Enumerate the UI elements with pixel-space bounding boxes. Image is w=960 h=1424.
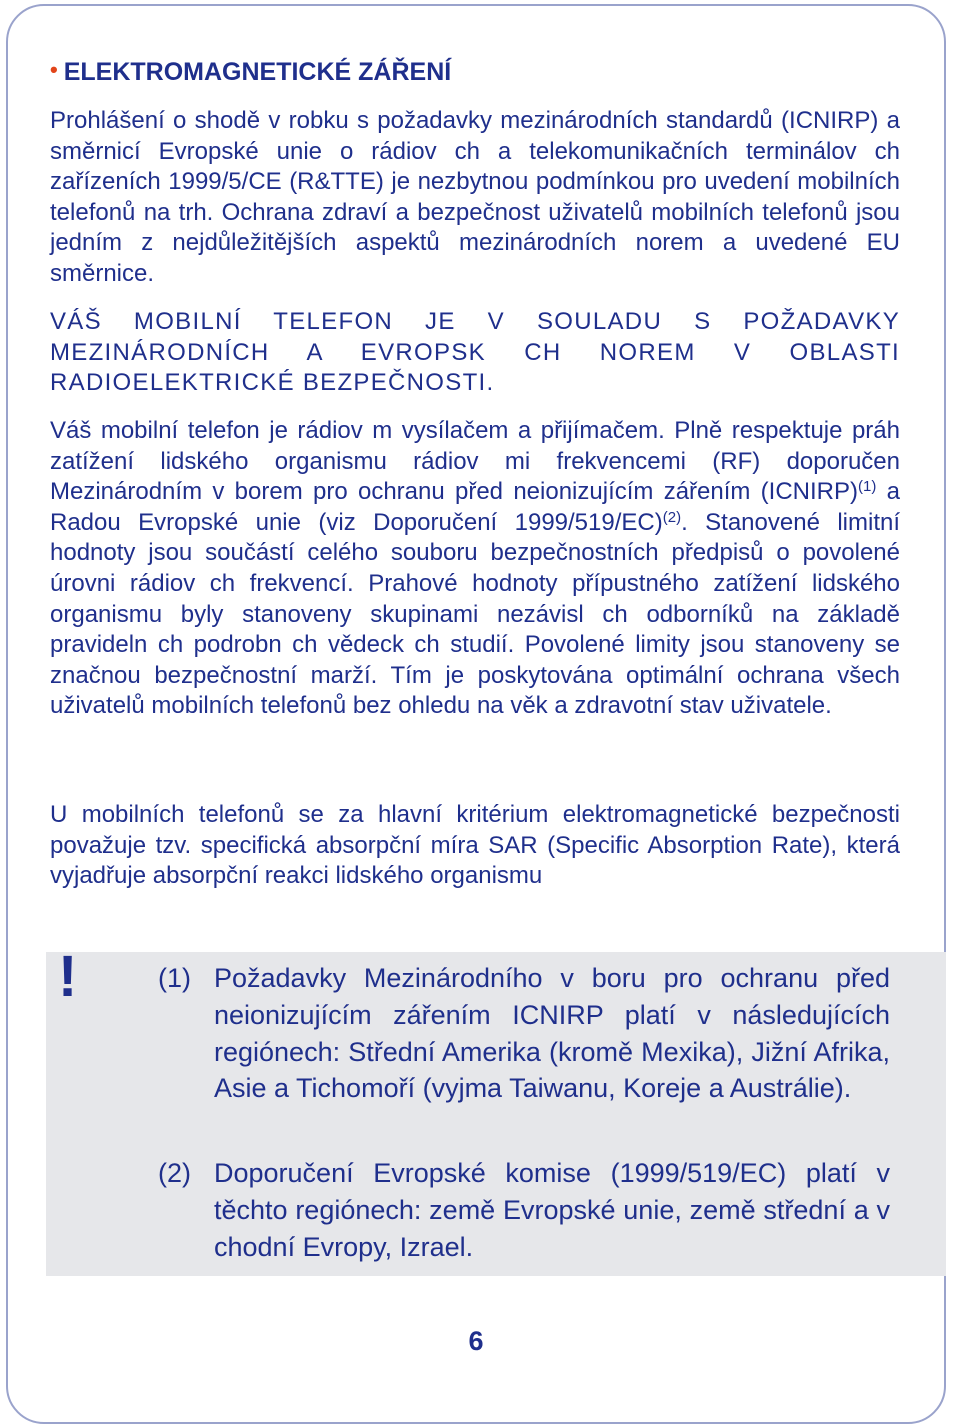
- footnote-1-number: (1): [158, 963, 191, 993]
- paragraph-rf-limits-part-a: Váš mobilní telefon je rádiov m vysílačem a přijímačem. Plně respektuje práh zatížení lidského organismu rádiov mi frekvencemi (RF) doporučen Mezinárodním v borem pro ochranu před neionizujícím zářením (ICNIRP): [50, 417, 900, 506]
- footnote-1-text: Požadavky Mezinárodního v boru pro ochranu před neionizujícím zářením ICNIRP platí v následujících regiónech: Střední Amerika (kromě Mexika), Jižní Afrika, Asie a Tichomoří (vyjma Taiwanu, Koreje a Austrálie).: [214, 963, 890, 1104]
- footnote-2-number: (2): [158, 1158, 191, 1188]
- footnote-1: [158, 960, 890, 1107]
- paragraph-conformity: Prohlášení o shodě v robku s požadavky mezinárodních standardů (ICNIRP) a směrnicí Evropské unie o rádiov ch a telekomunikačních terminálov ch zařízeních 1999/5/CE (R&TTE) je nezbytnou podmínkou pro uvedení mobilních telefonů na trh. Ochrana zdraví a bezpečnost uživatelů mobilních telefonů jsou jedním z nejdůležitějších aspektů mezinárodních norem a uvedené EU směrnice.: [50, 107, 900, 287]
- paragraph-compliance-statement: VÁŠ MOBILNÍ TELEFON JE V SOULADU S POŽADAVKY MEZINÁRODNÍCH A EVROPSK CH NOREM V OBLASTI RADIOELEKTRICKÉ BEZPEČNOSTI.: [50, 308, 900, 397]
- heading-bullet: •: [50, 57, 58, 82]
- paragraph-sar: U mobilních telefonů se za hlavní kritérium elektromagnetické bezpečnosti považuje tzv. specifická absorpční míra SAR (Specific Absorption Rate), která vyjadřuje absorpční reakci lidského organismu: [50, 801, 900, 890]
- heading-title: ELEKTROMAGNETICKÉ ZÁŘENÍ: [63, 58, 452, 86]
- warning-exclamation-icon: !: [58, 944, 78, 1009]
- footnote-2-text: Doporučení Evropské komise (1999/519/EC) platí v těchto regiónech: země Evropské unie, země střední a v chodní Evropy, Izrael.: [214, 1158, 890, 1262]
- section-heading: [50, 58, 451, 87]
- footnote-ref-1: (1): [858, 478, 877, 496]
- footnote-2: [158, 1155, 890, 1265]
- paragraph-rf-limits-part-c: . Stanovené limitní hodnoty jsou součástí celého souboru bezpečnostních předpisů o povolené úrovni rádiov ch frekvencí. Prahové hodnoty přípustného zatížení lidského organismu byly stanoveny skupinami nezávisl ch odborníků na základě pravideln ch podrobn ch vědeck ch studií. Povolené limity jsou stanoveny se značnou bezpečnostní marží. Tím je poskytována optimální ochrana všech uživatelů mobilních telefonů bez ohledu na věk a zdravotní stav uživatele.: [50, 508, 901, 720]
- paragraph-rf-limits-part-b: a Radou Evropské unie (viz Doporučení 1999/519/EC): [50, 478, 901, 536]
- paragraph-rf-limits: [50, 416, 900, 722]
- footnote-ref-2: (2): [662, 508, 682, 526]
- page-number: 6: [468, 1326, 484, 1356]
